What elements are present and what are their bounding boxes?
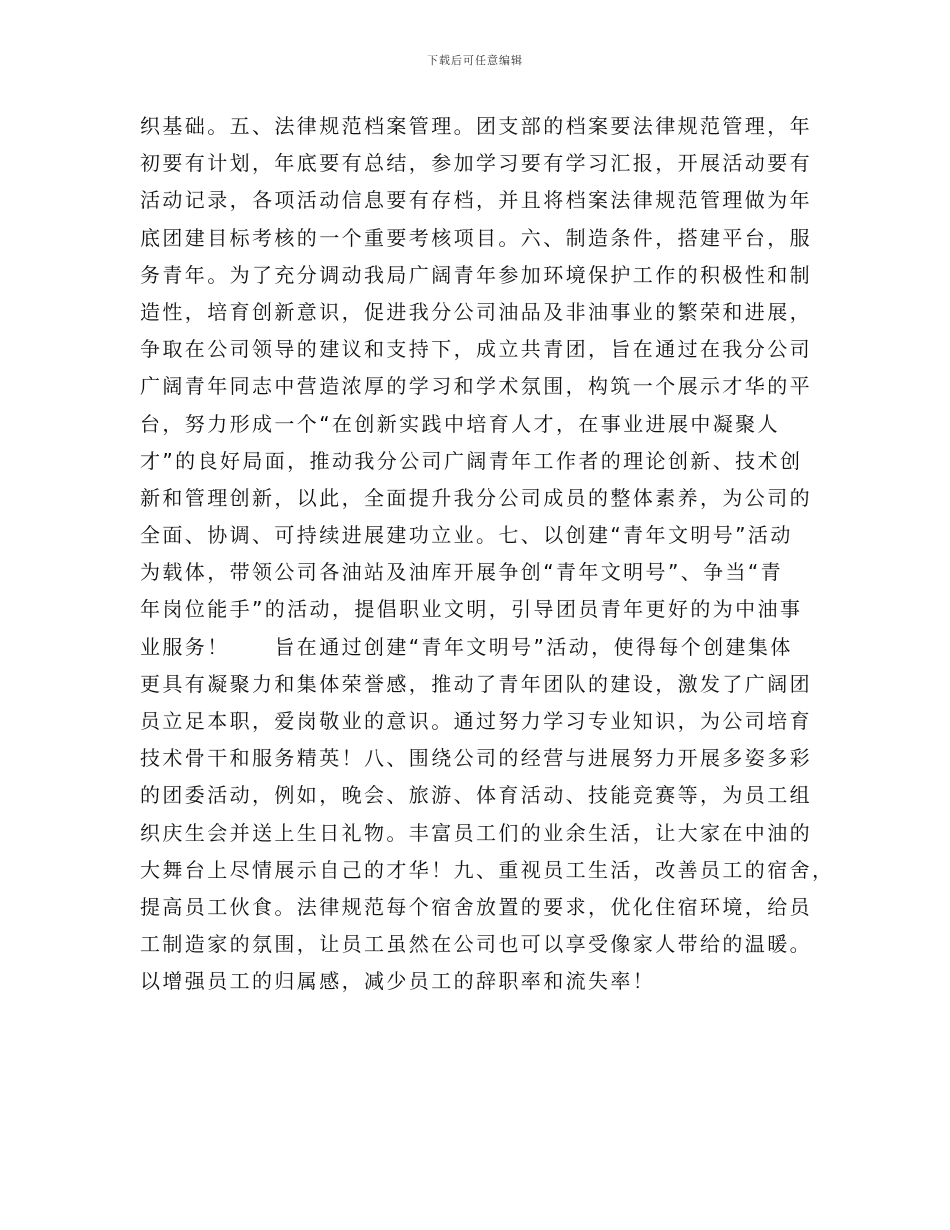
text-line: 底团建目标考核的一个重要考核项目。六、制造条件，搭建平台，服 — [140, 225, 812, 250]
text-line: 初要有计划，年底要有总结，参加学习要有学习汇报，开展活动要有 — [140, 151, 812, 176]
text-line: 业服务！ 旨在通过创建“青年文明号”活动，使得每个创建集体 — [140, 634, 793, 659]
text-line: 更具有凝聚力和集体荣誉感，推动了青年团队的建设，激发了广阔团 — [140, 671, 812, 696]
text-line: 以增强员工的归属感，减少员工的辞职率和流失率！ — [140, 969, 656, 994]
text-line: 员立足本职，爱岗敬业的意识。通过努力学习专业知识，为公司培育 — [140, 709, 812, 733]
text-line: 造性，培育创新意识，促进我分公司油品及非油事业的繁荣和进展， — [140, 299, 812, 324]
text-line: 才”的良好局面，推动我分公司广阔青年工作者的理论创新、技术创 — [140, 448, 803, 473]
text-line: 技术骨干和服务精英！八、围绕公司的经营与进展努力开展多姿多彩 — [140, 746, 812, 771]
text-line: 织基础。五、法律规范档案管理。团支部的档案要法律规范管理，年 — [140, 114, 812, 138]
text-line: 提高员工伙食。法律规范每个宿舍放置的要求，优化住宿环境，给员 — [140, 894, 812, 919]
text-line: 争取在公司领导的建议和支持下，成立共青团，旨在通过在我分公司 — [140, 337, 812, 362]
text-line: 的团委活动，例如，晚会、旅游、体育活动、技能竞赛等，为员工组 — [140, 783, 812, 808]
text-line: 为载体，带领公司各油站及油库开展争创“青年文明号”、争当“青 — [140, 560, 784, 585]
text-line: 年岗位能手”的活动，提倡职业文明，引导团员青年更好的为中油事 — [140, 597, 803, 622]
text-line: 活动记录，各项活动信息要有存档，并且将档案法律规范管理做为年 — [140, 188, 812, 213]
text-line: 新和管理创新，以此，全面提升我分公司成员的整体素养，为公司的 — [140, 485, 812, 510]
text-line: 台，努力形成一个“在创新实践中培育人才，在事业进展中凝聚人 — [140, 411, 780, 436]
text-line: 工制造家的氛围，让员工虽然在公司也可以享受像家人带给的温暖。 — [140, 932, 812, 957]
text-line: 大舞台上尽情展示自己的才华！九、重视员工生活，改善员工的宿舍， — [140, 857, 835, 882]
document-body — [140, 108, 835, 1001]
text-line: 务青年。为了充分调动我局广阔青年参加环境保护工作的积极性和制 — [140, 262, 812, 287]
text-line: 织庆生会并送上生日礼物。丰富员工们的业余生活，让大家在中油的 — [140, 820, 812, 845]
text-line: 全面、协调、可持续进展建功立业。七、以创建“青年文明号”活动 — [140, 523, 793, 548]
page-header: 下载后可任意编辑 — [427, 54, 523, 67]
text-line: 广阔青年同志中营造浓厚的学习和学术氛围，构筑一个展示才华的平 — [140, 374, 812, 399]
